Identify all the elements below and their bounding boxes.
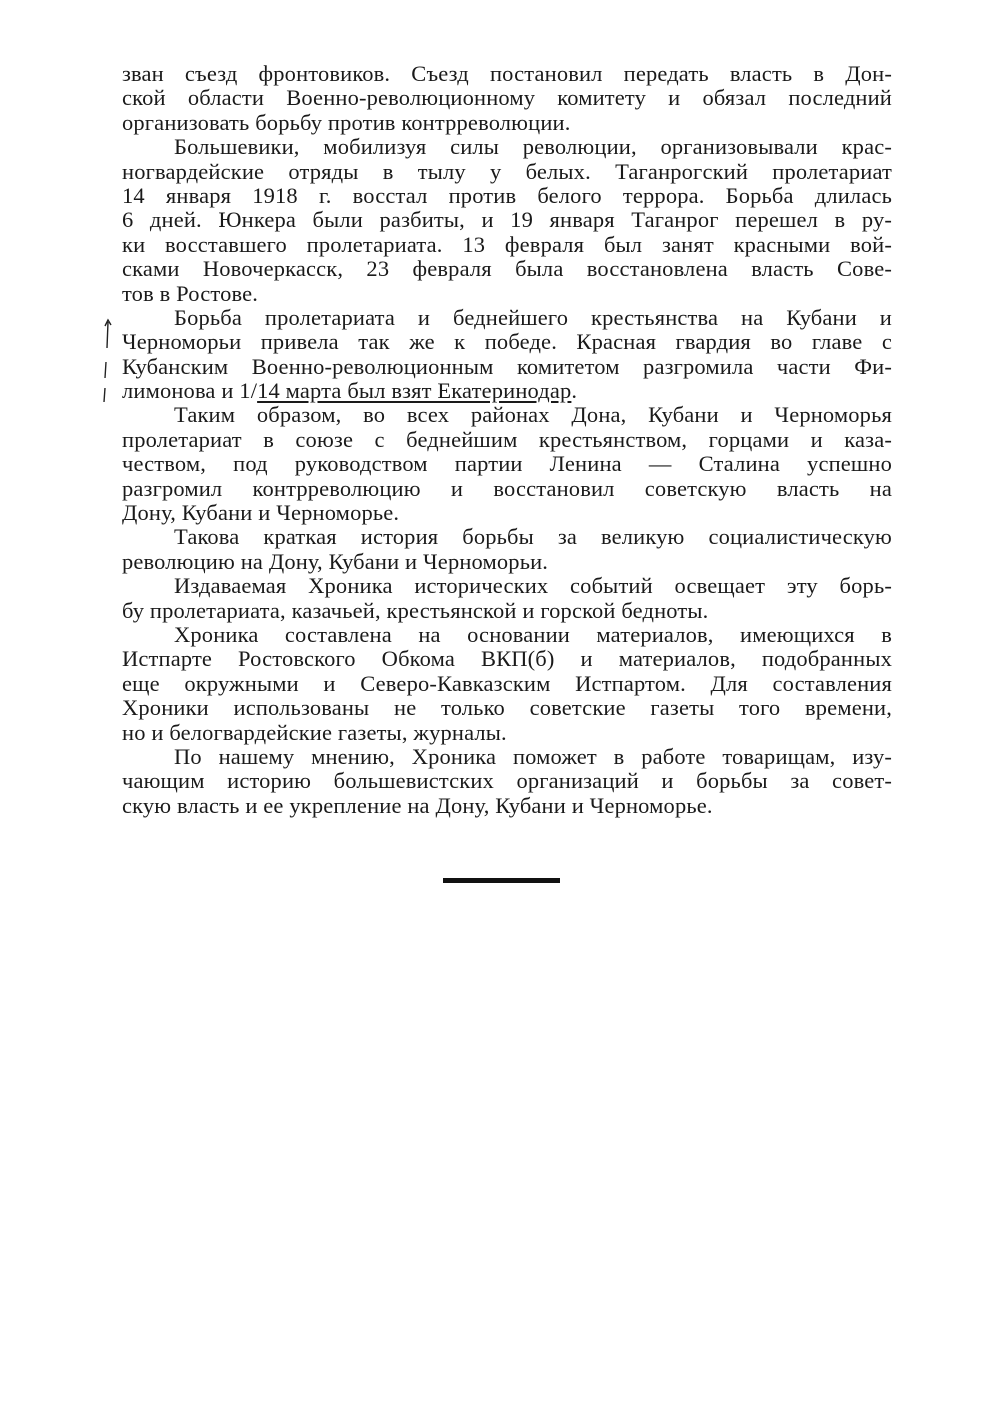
text-line: чающим историю большевистских организаций и борьбы за совет- [122, 768, 892, 794]
paragraph-2 [122, 135, 892, 306]
text-line: организовать борьбу против контрреволюции. [122, 109, 571, 135]
text-line: ской области Военно-революционному комитету и обязал последний [122, 85, 892, 111]
text-line [122, 379, 892, 403]
text-line: Хроники использованы не только советские газеты того времени, [122, 695, 892, 721]
text-line: Издаваемая Хроника исторических событий освещает эту борь- [174, 573, 892, 599]
text-line: пролетариат в союзе с беднейшим крестьянством, горцами и каза- [122, 426, 892, 452]
text-line: Дону, Кубани и Черноморье. [122, 500, 400, 526]
text-line: бу пролетариата, казачьей, крестьянской и горской бедноты. [122, 597, 709, 623]
paragraph-5 [122, 525, 892, 574]
paragraph-7 [122, 623, 892, 745]
text-line: Таким образом, во всех районах Дона, Кубани и Черноморья [174, 402, 892, 428]
text-line: Такова краткая история борьбы за великую социалистическую [174, 524, 892, 550]
text-fragment: лимонова и 1/ [122, 378, 258, 404]
text-fragment: . [571, 378, 578, 404]
text-line: 6 дней. Юнкера были разбиты, и 19 января Таганрог перешел в ру- [122, 207, 892, 233]
text-line: ногвардейские отряды в тылу у белых. Таганрогский пролетариат [122, 158, 892, 184]
paragraph-8 [122, 745, 892, 818]
paragraph-1 [122, 62, 892, 135]
paragraph-4 [122, 403, 892, 525]
text-line: скую власть и ее укрепление на Дону, Кубани и Черноморье. [122, 792, 713, 818]
text-line: Хроника составлена на основании материалов, имеющихся в [174, 621, 892, 647]
text-line: чеством, под руководством партии Ленина — Сталина успешно [122, 451, 892, 477]
text-line: еще окружными и Северо-Кавказским Истпартом. Для составления [122, 670, 892, 696]
text-line: но и белогвардейские газеты, журналы. [122, 719, 507, 745]
text-line: тов в Ростове. [122, 280, 259, 306]
text-line: ки восставшего пролетариата. 13 февраля был занят красными вой- [122, 231, 892, 257]
text-line: революцию на Дону, Кубани и Черноморьи. [122, 548, 549, 574]
document-body [122, 62, 892, 818]
text-line: Борьба пролетариата и беднейшего крестьянства на Кубани и [174, 304, 892, 330]
handwritten-margin-mark [102, 318, 118, 408]
text-line: Большевики, мобилизуя силы революции, организовывали крас- [174, 134, 892, 160]
text-line: Истпарте Ростовского Обкома ВКП(б) и материалов, подобранных [122, 646, 892, 672]
section-end-rule [443, 878, 560, 883]
paragraph-3 [122, 306, 892, 404]
underlined-date-phrase: 14 марта был взят Екатеринодар [257, 378, 572, 404]
text-line: зван съезд фронтовиков. Съезд постановил передать власть в Дон- [122, 61, 892, 86]
paragraph-6 [122, 574, 892, 623]
text-line: Черноморьи привела так же к победе. Красная гвардия во главе с [122, 329, 892, 355]
text-line: 14 января 1918 г. восстал против белого террора. Борьба длилась [122, 182, 892, 208]
text-line: сками Новочеркасск, 23 февраля была восстановлена власть Сове- [122, 256, 892, 282]
text-line: По нашему мнению, Хроника поможет в работе товарищам, изу- [174, 743, 892, 769]
text-line: разгромил контрреволюцию и восстановил советскую власть на [122, 475, 892, 501]
text-line: Кубанским Военно-революционным комитетом разгромила части Фи- [122, 353, 892, 379]
